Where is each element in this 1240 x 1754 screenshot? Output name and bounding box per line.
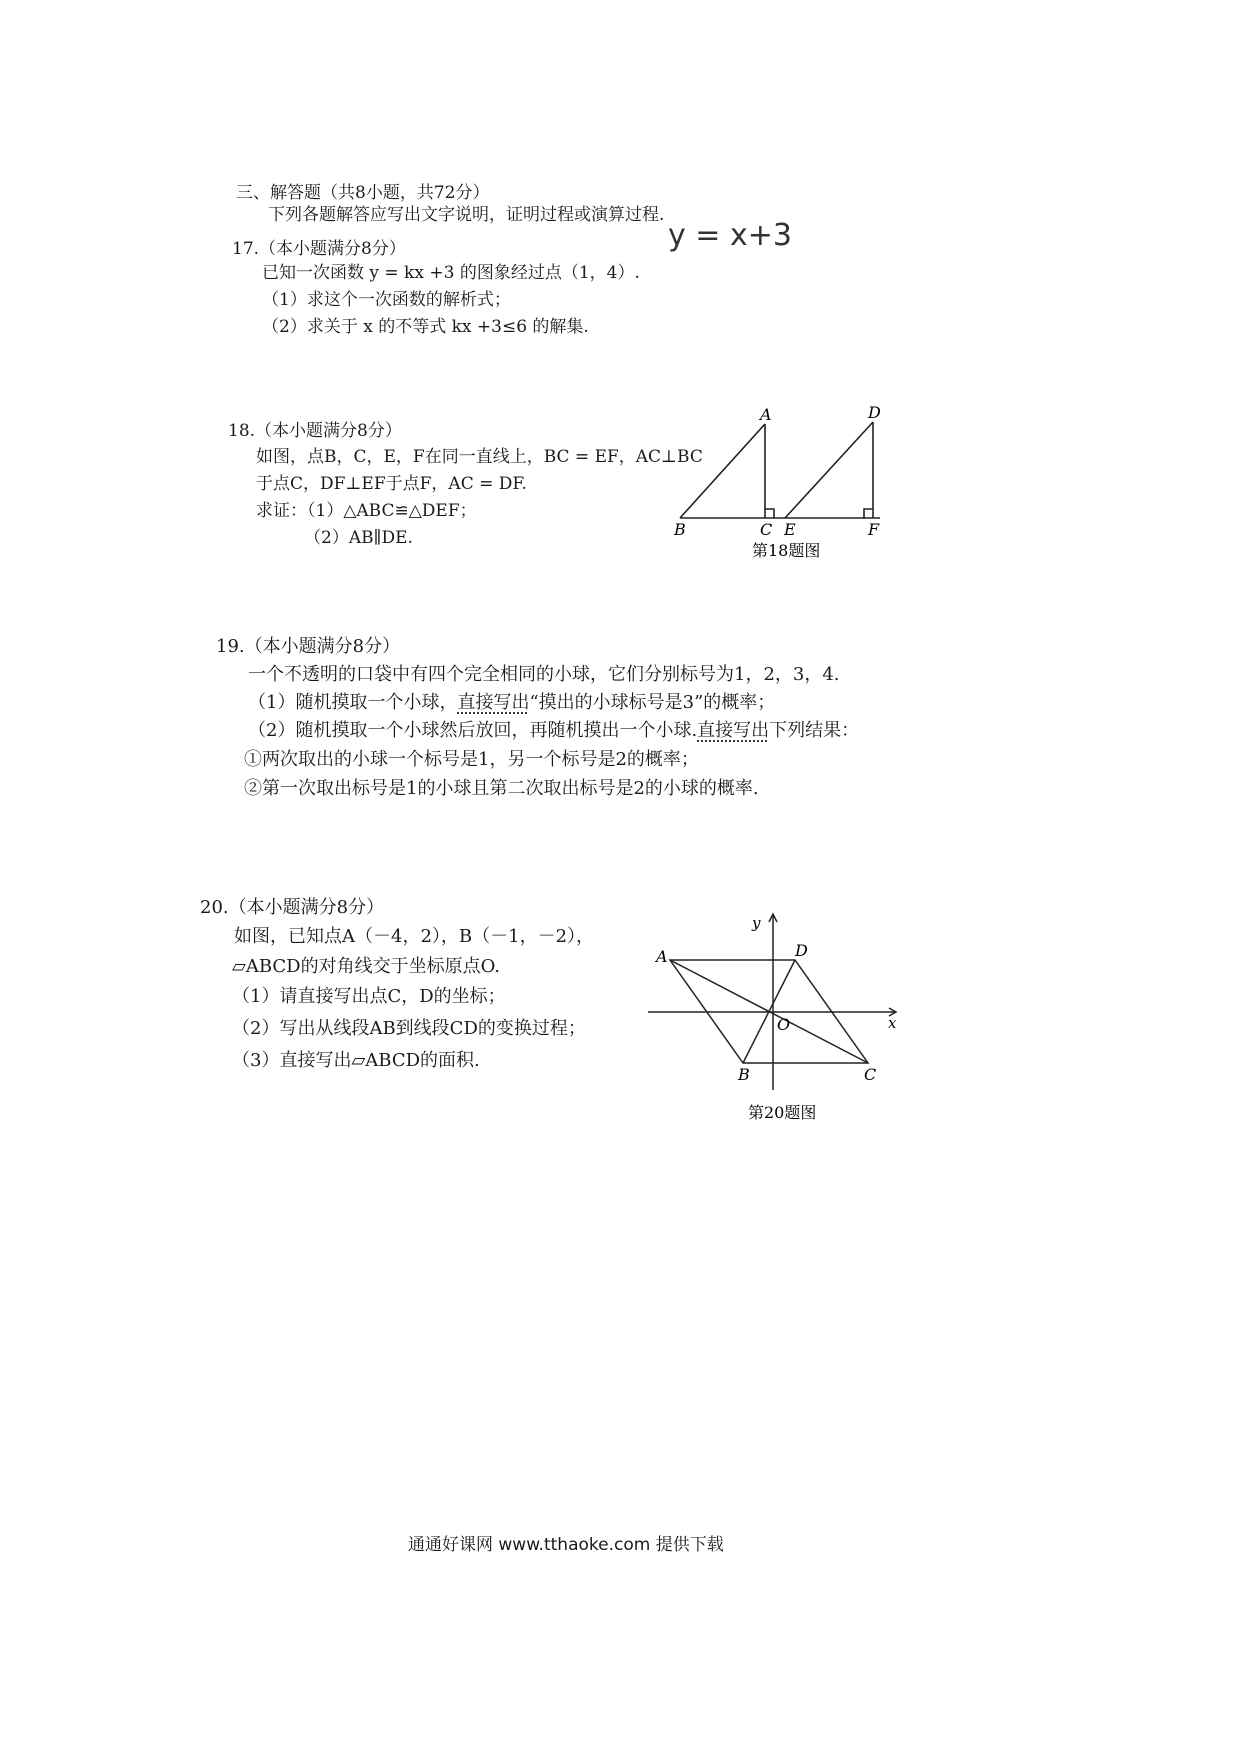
q20-title: 20.（本小题满分8分） — [200, 897, 385, 918]
q17-part1: （1）求这个一次函数的解析式； — [262, 290, 511, 310]
label-b: B — [674, 520, 686, 539]
handwritten-note: y = x+3 — [668, 218, 792, 253]
q18-prove1: 求证：（1）△ABC≌△DEF； — [256, 501, 477, 521]
label-d: D — [868, 403, 881, 422]
segment-ab — [680, 424, 765, 518]
q18-line2: 于点C，DF⊥EF于点F，AC = DF. — [256, 474, 527, 494]
label-a20: A — [656, 947, 668, 966]
q20-figure — [640, 910, 910, 1130]
q20-part1: （1）请直接写出点C，D的坐标； — [232, 986, 506, 1007]
section-instruction: 下列各题解答应写出文字说明，证明过程或演算过程. — [268, 205, 665, 225]
footer-credit: 通通好课网 www.tthaoke.com 提供下载 — [408, 1535, 724, 1555]
label-x: x — [888, 1014, 897, 1032]
right-angle-c — [765, 509, 774, 518]
q20-part3: （3）直接写出▱ABCD的面积. — [232, 1050, 480, 1071]
label-b20: B — [738, 1065, 750, 1084]
q17-title: 17.（本小题满分8分） — [232, 239, 406, 259]
segment-de — [785, 422, 873, 518]
q18-figure — [670, 398, 910, 568]
q19-part1-b: “摸出的小球标号是3”的概率； — [529, 692, 776, 713]
q17-stem: 已知一次函数 y = kx +3 的图象经过点（1，4）. — [262, 263, 640, 283]
label-o: O — [777, 1015, 791, 1034]
right-angle-f — [864, 509, 873, 518]
q18-prove2: （2）AB∥DE. — [304, 528, 413, 548]
label-c: C — [760, 520, 773, 539]
q20-line2: ▱ABCD的对角线交于坐标原点O. — [232, 956, 501, 977]
label-d20: D — [795, 941, 808, 960]
q19-part1 — [248, 688, 775, 714]
q18-title: 18.（本小题满分8分） — [228, 421, 402, 441]
q18-line1: 如图，点B，C，E，F在同一直线上，BC = EF，AC⊥BC — [256, 447, 703, 467]
q19-sub2: ②第一次取出标号是1的小球且第二次取出标号是2的小球的概率. — [244, 778, 759, 799]
q19-part2-dotted: 直接写出 — [697, 720, 770, 741]
q20-caption: 第20题图 — [748, 1103, 817, 1122]
q19-stem: 一个不透明的口袋中有四个完全相同的小球，它们分别标号为1，2，3，4. — [248, 664, 840, 685]
q19-title: 19.（本小题满分8分） — [216, 636, 401, 657]
label-y: y — [752, 914, 761, 932]
label-a: A — [760, 405, 772, 424]
q19-part2-a: （2）随机摸取一个小球然后放回，再随机摸出一个小球. — [248, 720, 698, 741]
label-c20: C — [864, 1065, 877, 1084]
q20-part2: （2）写出从线段AB到线段CD的变换过程； — [232, 1018, 586, 1039]
q19-part1-dotted: 直接写出 — [457, 692, 530, 713]
q18-caption: 第18题图 — [752, 541, 821, 560]
section-heading: 三、解答题（共8小题，共72分） — [236, 183, 490, 203]
q20-line1: 如图，已知点A（－4，2），B（－1，－2）， — [234, 926, 595, 947]
q19-part2-b: 下列结果： — [769, 720, 860, 741]
q17-part2: （2）求关于 x 的不等式 kx +3≤6 的解集. — [262, 317, 589, 337]
q19-part1-a: （1）随机摸取一个小球， — [248, 692, 458, 713]
label-f: F — [868, 520, 880, 539]
q19-sub1: ①两次取出的小球一个标号是1，另一个标号是2的概率； — [244, 749, 699, 770]
label-e: E — [784, 520, 796, 539]
q19-part2 — [248, 716, 859, 742]
